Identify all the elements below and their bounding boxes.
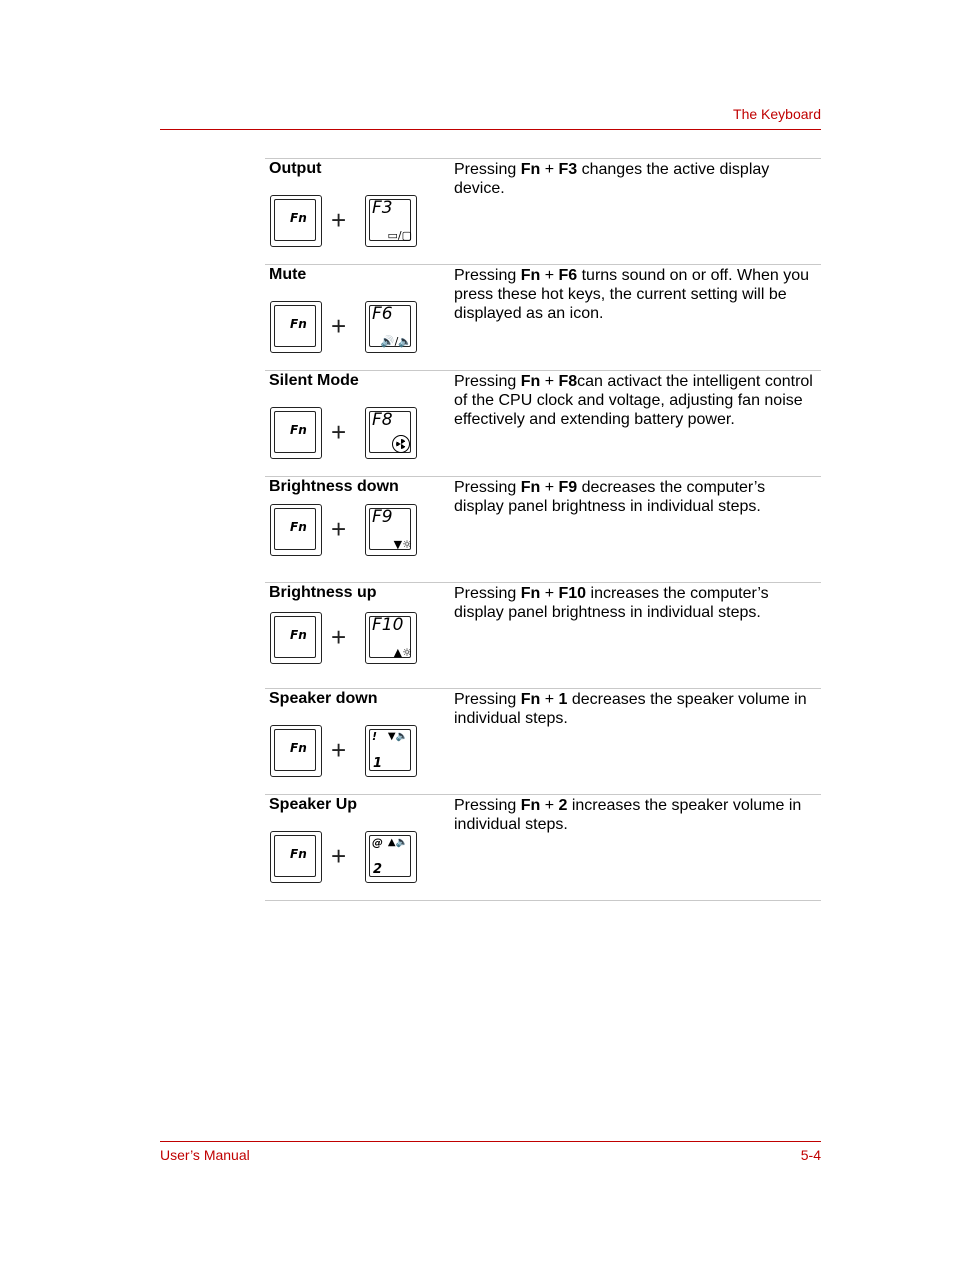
hotkey-row-silent-mode: [265, 370, 821, 476]
volume-down-icon: ▼🔈: [387, 731, 408, 742]
hotkey-description: Pressing Fn + F3 changes the active display device.: [454, 161, 770, 197]
plus-sign: +: [331, 205, 347, 235]
key-combo: [270, 407, 420, 461]
brightness-up-icon: ▲☼: [393, 646, 412, 659]
hotkey-title: Brightness up: [269, 584, 377, 601]
hotkey-title: Speaker down: [269, 690, 378, 707]
hotkey-row-mute: [265, 264, 821, 370]
f9-key: F9 ▼☼: [365, 504, 417, 556]
key-combo: [270, 504, 420, 558]
f3-key: F3 ▭/▢: [365, 195, 417, 247]
key-1: ! ▼🔈 1: [365, 725, 417, 777]
key-combo: [270, 612, 420, 666]
plus-sign: +: [331, 841, 347, 871]
key-combo: [270, 195, 420, 249]
fn-key: Fn: [270, 407, 322, 459]
key-combo: [270, 831, 420, 885]
hotkey-description: Pressing Fn + F9 decreases the computer’s display panel brightness in individual steps.: [454, 479, 766, 515]
hotkey-description: Pressing Fn + 1 decreases the speaker volume in individual steps.: [454, 691, 807, 727]
footer-rule: [160, 1141, 821, 1142]
fn-key: Fn: [270, 504, 322, 556]
hotkey-title: Silent Mode: [269, 372, 359, 389]
fn-key: Fn: [270, 195, 322, 247]
f10-key: F10 ▲☼: [365, 612, 417, 664]
key-combo: [270, 301, 420, 355]
footer-manual-title: User’s Manual: [160, 1147, 250, 1163]
fn-key: Fn: [270, 301, 322, 353]
hotkey-row-speaker-down: [265, 688, 821, 794]
header-rule: [160, 129, 821, 130]
display-switch-icon: ▭/▢: [387, 229, 412, 242]
hotkey-row-output: [265, 158, 821, 264]
key-2: @ ▲🔈 2: [365, 831, 417, 883]
hotkey-title: Speaker Up: [269, 796, 358, 813]
hotkey-description: Pressing Fn + F10 increases the computer’s display panel brightness in individual steps.: [454, 585, 769, 621]
plus-sign: +: [331, 735, 347, 765]
fn-key: Fn: [270, 725, 322, 777]
hotkey-description: Pressing Fn + F6 turns sound on or off. When you press these hot keys, the current setting will be displayed as an icon.: [454, 267, 809, 322]
hotkey-title: Mute: [269, 266, 307, 283]
hotkey-description: Pressing Fn + F8can activact the intelligent control of the CPU clock and voltage, adjusting fan noise effectively and extending battery power.: [454, 373, 813, 428]
hotkey-row-speaker-up: [265, 794, 821, 901]
f6-key: F6 🔊/🔈: [365, 301, 417, 353]
key-combo: [270, 725, 420, 779]
fan-icon: [392, 435, 410, 453]
header-section-title: The Keyboard: [733, 106, 821, 122]
brightness-down-icon: ▼☼: [393, 538, 412, 551]
hotkey-description: Pressing Fn + 2 increases the speaker volume in individual steps.: [454, 797, 802, 833]
hotkey-title: Output: [269, 160, 322, 177]
volume-up-icon: ▲🔈: [387, 837, 408, 848]
fn-key: Fn: [270, 831, 322, 883]
plus-sign: +: [331, 514, 347, 544]
page-number: 5-4: [800, 1147, 821, 1163]
hotkey-row-brightness-up: [265, 582, 821, 688]
hotkey-title: Brightness down: [269, 478, 399, 495]
mute-icon: 🔊/🔈: [380, 335, 412, 348]
plus-sign: +: [331, 311, 347, 341]
hotkey-table: [265, 158, 821, 901]
f8-key: F8: [365, 407, 417, 459]
plus-sign: +: [331, 622, 347, 652]
fn-key: Fn: [270, 612, 322, 664]
hotkey-row-brightness-down: [265, 476, 821, 582]
plus-sign: +: [331, 417, 347, 447]
